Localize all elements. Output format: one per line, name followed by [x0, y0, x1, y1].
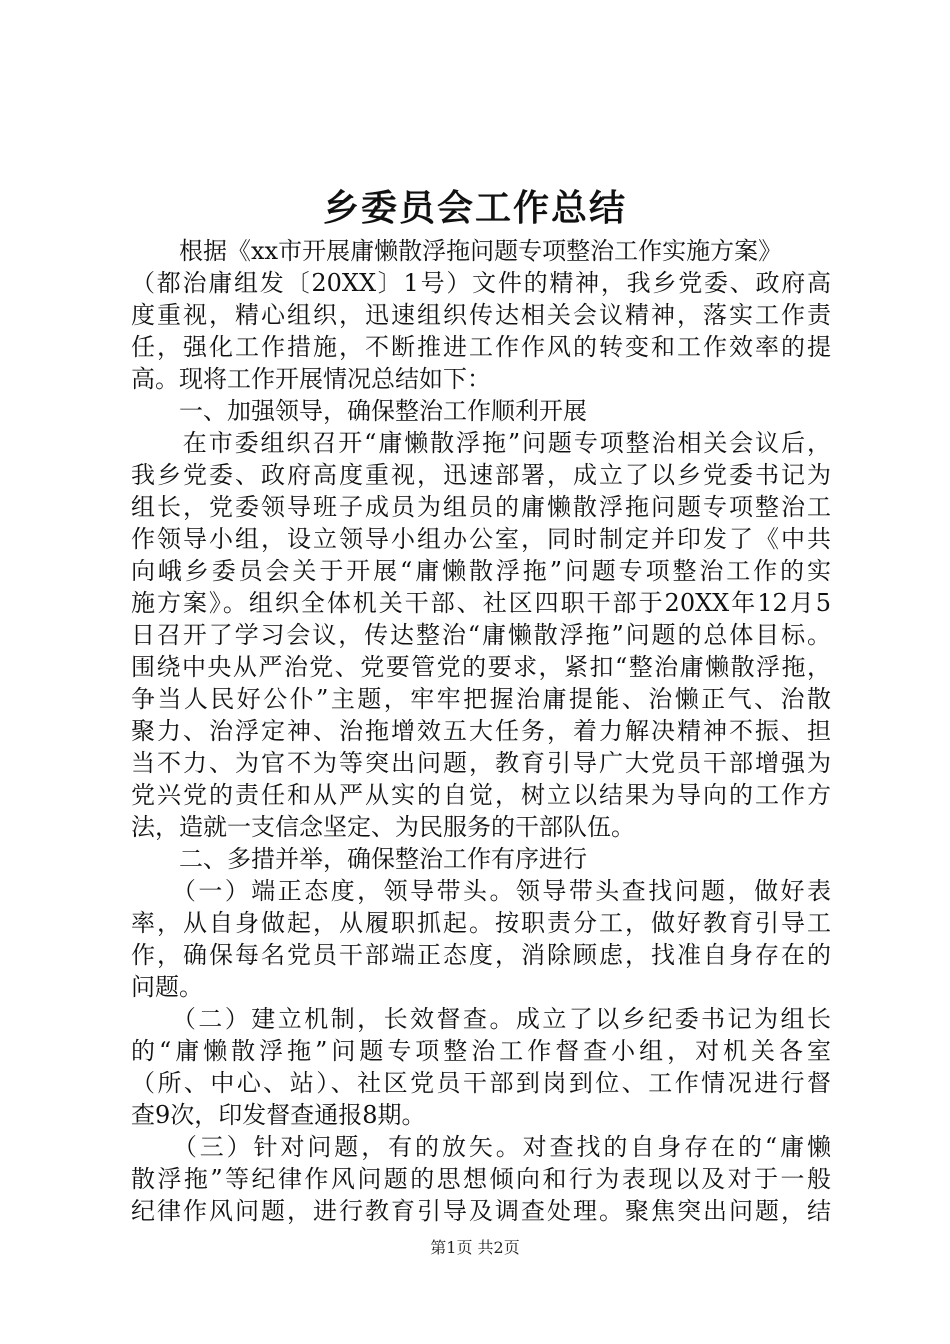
- body-line: 问题。: [131, 973, 203, 1001]
- body-line: 查9次，印发督查通报8期。: [131, 1101, 426, 1129]
- body-line: （二）建立机制，长效督查。成立了以乡纪委书记为组长: [131, 1005, 831, 1033]
- body-line: 当不力、为官不为等突出问题，教育引导广大党员干部增强为: [131, 749, 831, 777]
- body-line: 日召开了学习会议，传达整治“庸懒散浮拖”问题的总体目标。: [131, 621, 831, 649]
- body-line: （所、中心、站）、社区党员干部到岗到位、工作情况进行督: [131, 1069, 831, 1097]
- body-line: 聚力、治浮定神、治拖增效五大任务，着力解决精神不振、担: [131, 717, 831, 745]
- body-line: 作领导小组，设立领导小组办公室，同时制定并印发了《中共: [131, 525, 831, 553]
- body-line: 争当人民好公仆”主题，牢牢把握治庸提能、治懒正气、治散: [131, 685, 831, 713]
- body-line: （三）针对问题，有的放矢。对查找的自身存在的“庸懒: [131, 1133, 831, 1161]
- section-heading: 一、加强领导，确保整治工作顺利开展: [131, 397, 587, 425]
- document-title: 乡委员会工作总结: [322, 187, 627, 229]
- body-line: 围绕中央从严治党、党要管党的要求，紧扣“整治庸懒散浮拖，: [131, 653, 831, 681]
- body-line: 组长，党委领导班子成员为组员的庸懒散浮拖问题专项整治工: [131, 493, 831, 521]
- body-line: 我乡党委、政府高度重视，迅速部署，成立了以乡党委书记为: [131, 461, 831, 489]
- body-line: 纪律作风问题，进行教育引导及调查处理。聚焦突出问题，结: [131, 1197, 831, 1225]
- body-line: 向峨乡委员会关于开展“庸懒散浮拖”问题专项整治工作的实: [131, 557, 831, 585]
- body-line: 在市委组织召开“庸懒散浮拖”问题专项整治相关会议后，: [131, 429, 831, 457]
- body-line: 任，强化工作措施，不断推进工作作风的转变和工作效率的提: [131, 333, 831, 361]
- body-line: 法，造就一支信念坚定、为民服务的干部队伍。: [131, 813, 635, 841]
- body-line: 散浮拖”等纪律作风问题的思想倾向和行为表现以及对于一般: [131, 1165, 831, 1193]
- body-line: 施方案》。组织全体机关干部、社区四职干部于20XX年12月5: [131, 589, 831, 617]
- page-footer: 第1页 共2页: [430, 1238, 520, 1257]
- body-line: 高。现将工作开展情况总结如下：: [131, 365, 491, 393]
- body-line: 党兴党的责任和从严从实的自觉，树立以结果为导向的工作方: [131, 781, 831, 809]
- body-line: 根据《xx市开展庸懒散浮拖问题专项整治工作实施方案》: [131, 237, 783, 265]
- body-line: 的“庸懒散浮拖”问题专项整治工作督查小组，对机关各室: [131, 1037, 831, 1065]
- body-line: （一）端正态度，领导带头。领导带头查找问题，做好表: [131, 877, 831, 905]
- body-line: 率，从自身做起，从履职抓起。按职责分工，做好教育引导工: [131, 909, 831, 937]
- body-line: （都治庸组发〔20XX〕1号）文件的精神，我乡党委、政府高: [131, 269, 831, 297]
- body-line: 作，确保每名党员干部端正态度，消除顾虑，找准自身存在的: [131, 941, 831, 969]
- section-heading: 二、多措并举，确保整治工作有序进行: [131, 845, 587, 873]
- body-line: 度重视，精心组织，迅速组织传达相关会议精神，落实工作责: [131, 301, 831, 329]
